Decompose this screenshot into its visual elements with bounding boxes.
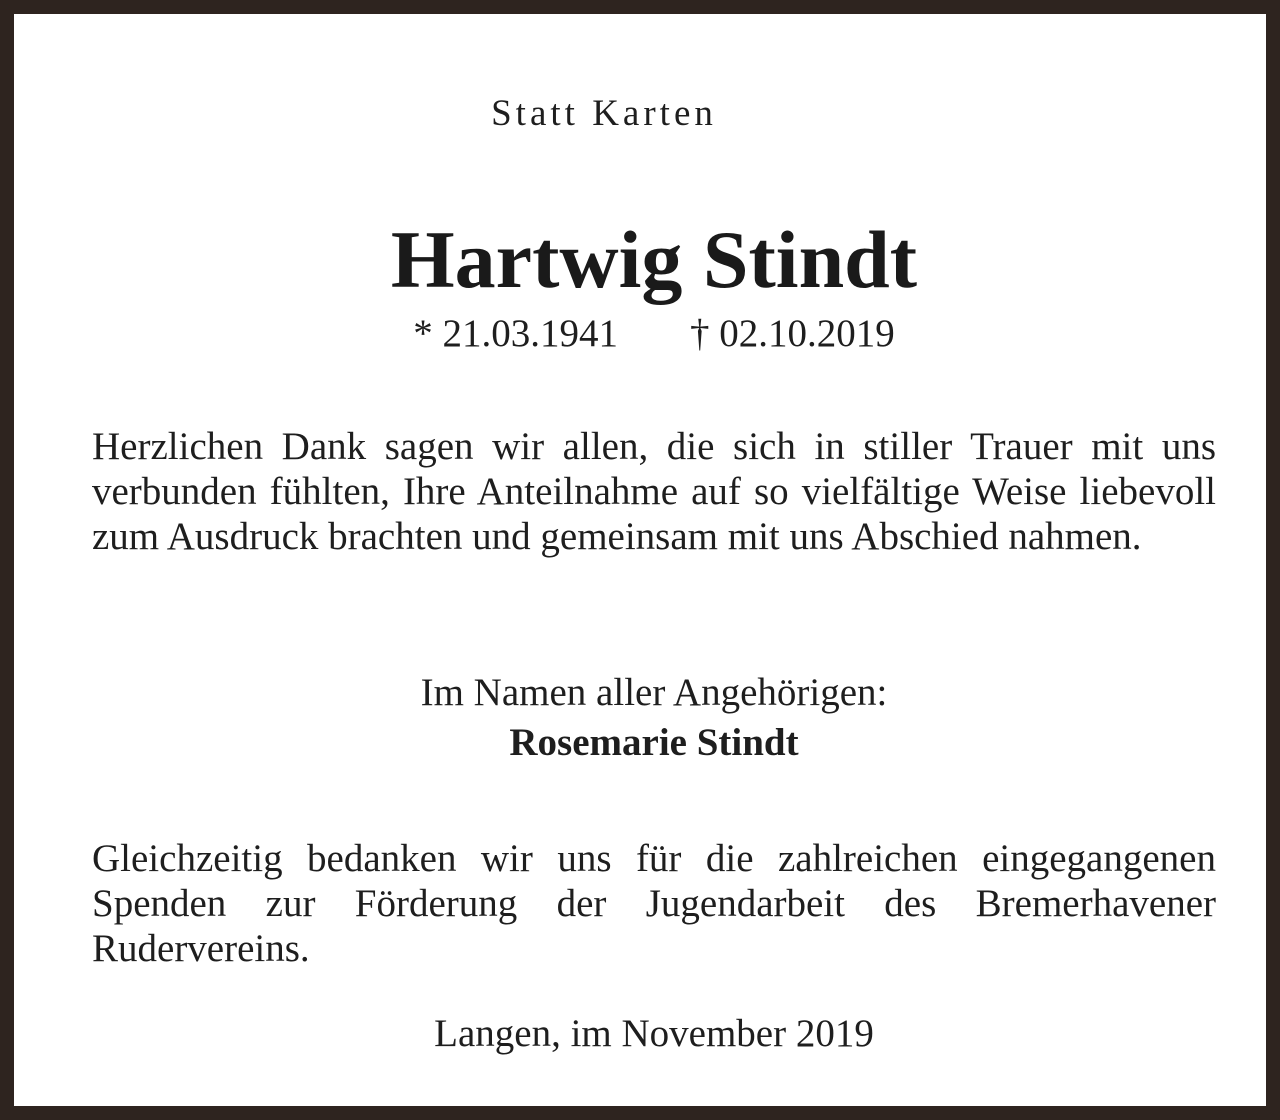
death-date: † 02.10.2019: [690, 312, 895, 355]
donations-paragraph: Gleichzeitig bedanken wir uns für die zahlreichen eingegangenen Spenden zur Förderung der Jugendarbeit des Bremerhavener Rudervereins.: [92, 837, 1216, 970]
life-dates: [154, 310, 1154, 358]
thanks-paragraph: Herzlichen Dank sagen wir allen, die sich in stiller Trauer mit uns verbunden fühlten, Ihre Anteilnahme auf so vielfältige Weise liebevoll zum Ausdruck brachten und gemeinsam mit uns Abschied nahmen.: [92, 425, 1216, 558]
signer-name: Rosemarie Stindt: [509, 721, 799, 764]
place-date: Langen, im November 2019: [434, 1012, 874, 1055]
birth-date: * 21.03.1941: [413, 312, 618, 355]
deceased-name: Hartwig Stindt: [390, 214, 918, 305]
on-behalf-line: Im Namen aller Angehörigen:: [420, 671, 888, 714]
statt-karten-heading: Statt Karten: [491, 93, 717, 134]
